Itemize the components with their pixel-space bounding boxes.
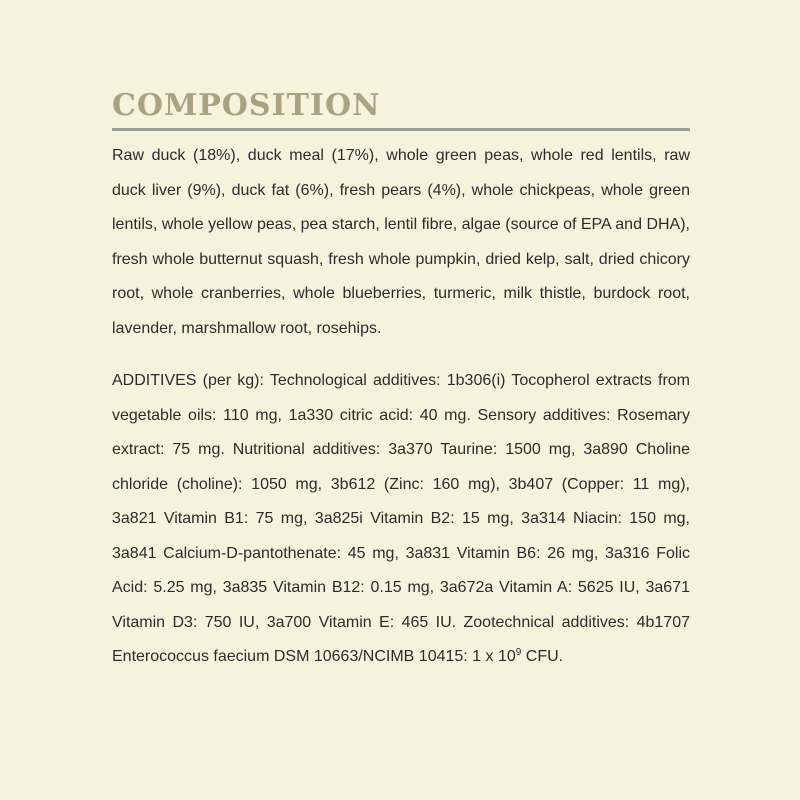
additives-suffix: CFU. — [521, 648, 564, 665]
ingredients-paragraph: Raw duck (18%), duck meal (17%), whole green peas, whole red lentils, raw duck liver (9%), duck fat (6%), fresh pears (4%), whole chickpeas, whole green lentils, whole yellow peas, pea starch, lentil fibre, algae (source of EPA and DHA), fresh whole butternut squash, fresh whole pumpkin, dried kelp, salt, dried chicory root, whole cranberries, whole blueberries, turmeric, milk thistle, burdock root, lavender, marshmallow root, rosehips. — [112, 147, 690, 337]
heading-divider — [112, 128, 690, 131]
composition-heading: COMPOSITION — [112, 88, 381, 123]
additives-text: ADDITIVES (per kg): Technological additives: 1b306(i) Tocopherol extracts from vegetable oils: 110 mg, 1a330 citric acid: 40 mg. Sensory additives: Rosemary extract: 75 mg. Nutritional additives: 3a370 Taurine: 1500 mg, 3a890 Choline chloride (choline): 1050 mg, 3b612 (Zinc: 160 mg), 3b407 (Copper: 11 mg), 3a821 Vitamin B1: 75 mg, 3a825i Vitamin B2: 15 mg, 3a314 Niacin: 150 mg, 3a841 Calcium-D-pantothenate: 45 mg, 3a831 Vitamin B6: 26 mg, 3a316 Folic Acid: 5.25 mg, 3a835 Vitamin B12: 0.15 mg, 3a672a Vitamin A: 5625 IU, 3a671 Vitamin D3: 750 IU, 3a700 Vitamin E: 465 IU. Zootechnical additives: 4b1707 Enterococcus faecium DSM 10663/NCIMB 10415: 1 x 10 — [112, 372, 690, 665]
composition-panel — [112, 88, 690, 675]
additives-paragraph — [112, 364, 690, 675]
cfu-exponent: 9 — [515, 647, 522, 658]
